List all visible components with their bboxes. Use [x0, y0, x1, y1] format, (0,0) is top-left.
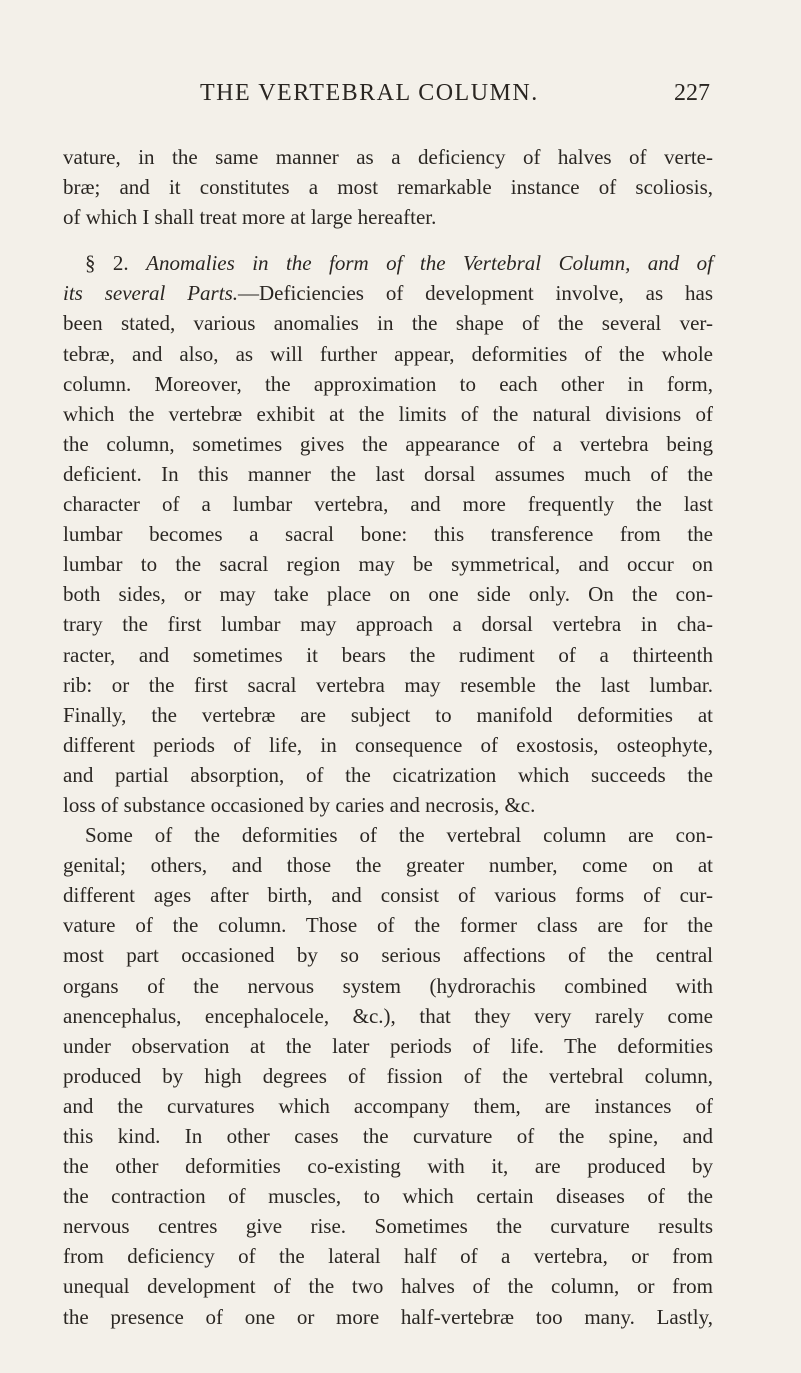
text-line: vature of the column. Those of the former class are for the [63, 913, 713, 938]
section-text-start: —Deficiencies of development involve, as has [238, 281, 713, 306]
text-line: lumbar becomes a sacral bone: this transference from the [63, 522, 713, 547]
text-line: the column, sometimes gives the appearance of a vertebra being [63, 431, 713, 456]
text-line: trary the first lumbar may approach a dorsal vertebra in cha- [63, 612, 713, 637]
text-line: vature, in the same manner as a deficiency of halves of verte- [63, 145, 713, 169]
text-line: bræ; and it constitutes a most remarkable instance of scoliosis, [63, 175, 713, 200]
text-line: Finally, the vertebræ are subject to manifold deformities at [63, 702, 713, 727]
text-line: both sides, or may take place on one side only. On the con- [63, 582, 713, 607]
text-line: from deficiency of the lateral half of a vertebra, or from [63, 1244, 713, 1269]
text-line: nervous centres give rise. Sometimes the curvature results [63, 1214, 713, 1239]
text-line: genital; others, and those the greater number, come on at [63, 853, 713, 878]
text-line: produced by high degrees of fission of the vertebral column, [63, 1063, 713, 1088]
text-line: column. Moreover, the approximation to each other in form, [63, 371, 713, 396]
text-line: organs of the nervous system (hydrorachis combined with [63, 973, 713, 998]
text-line: under observation at the later periods of life. The deformities [63, 1033, 713, 1058]
text-line: which the vertebræ exhibit at the limits of the natural divisions of [63, 401, 713, 426]
text-line: and the curvatures which accompany them, are instances of [63, 1093, 713, 1118]
text-line: character of a lumbar vertebra, and more frequently the last [63, 492, 713, 517]
text-line: of which I shall treat more at large hereafter. [63, 205, 437, 230]
section-heading-line-2 [63, 278, 713, 308]
running-head [200, 80, 710, 114]
text-line: loss of substance occasioned by caries and necrosis, &c. [63, 792, 536, 817]
text-line: been stated, various anomalies in the shape of the several ver- [63, 311, 713, 336]
text-line: this kind. In other cases the curvature of the spine, and [63, 1124, 713, 1148]
section-number: § 2. [85, 251, 129, 276]
body-text [63, 142, 713, 1332]
text-line: different periods of life, in consequence of exostosis, osteophyte, [63, 732, 713, 757]
text-line: tebræ, and also, as will further appear, deformities of the whole [63, 341, 713, 366]
paragraph-gap [63, 232, 713, 248]
section-heading-line [63, 248, 713, 278]
text-line: Some of the deformities of the vertebral column are con- [85, 823, 713, 848]
section-title-part2: its several Parts. [63, 281, 238, 306]
text-line: the other deformities co-existing with it, are produced by [63, 1154, 713, 1179]
text-line: anencephalus, encephalocele, &c.), that they very rarely come [63, 1003, 713, 1028]
text-line: the presence of one or more half-vertebræ too many. Lastly, [63, 1304, 713, 1329]
text-line: and partial absorption, of the cicatrization which succeeds the [63, 762, 713, 787]
text-line: racter, and sometimes it bears the rudiment of a thirteenth [63, 642, 713, 667]
text-line: deficient. In this manner the last dorsal assumes much of the [63, 461, 713, 486]
text-line: lumbar to the sacral region may be symmetrical, and occur on [63, 552, 713, 577]
text-line: the contraction of muscles, to which certain diseases of the [63, 1184, 713, 1209]
text-line: most part occasioned by so serious affections of the central [63, 943, 713, 968]
text-line: different ages after birth, and consist of various forms of cur- [63, 883, 713, 908]
section-title-part1: Anomalies in the form of the Vertebral Column, and of [146, 251, 714, 276]
page-number: 227 [674, 80, 710, 106]
running-title: THE VERTEBRAL COLUMN. [200, 80, 539, 106]
text-line: unequal development of the two halves of the column, or from [63, 1274, 713, 1299]
text-line: rib: or the first sacral vertebra may resemble the last lumbar. [63, 672, 713, 697]
